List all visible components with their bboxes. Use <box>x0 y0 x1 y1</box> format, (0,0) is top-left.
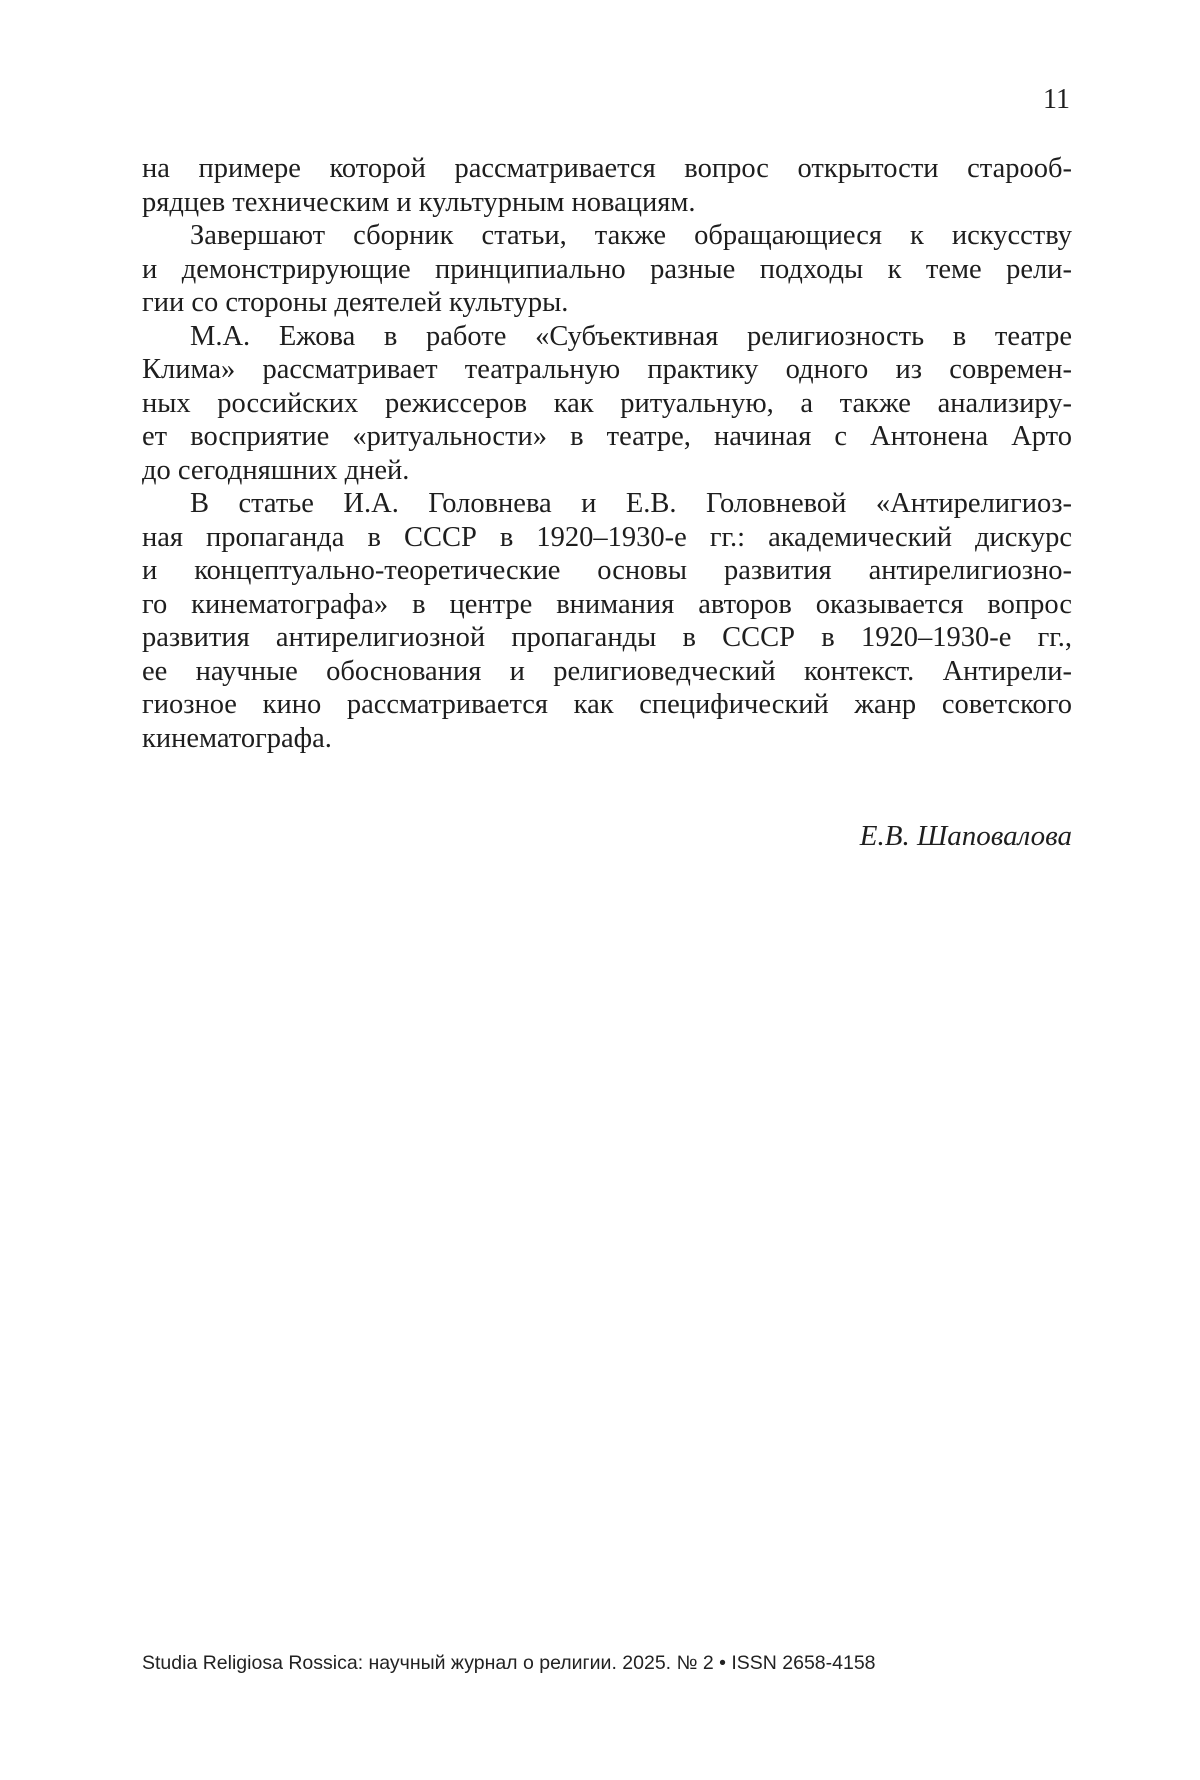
body-text <box>142 152 1072 755</box>
paragraph-4 <box>142 487 1072 755</box>
text-line: М.А. Ежова в работе «Субъективная религиозность в театре <box>190 320 1072 352</box>
author-signature: Е.В. Шаповалова <box>859 820 1072 852</box>
text-line: рядцев техническим и культурным новациям. <box>142 186 696 218</box>
text-line: ее научные обоснования и религиоведческий контекст. Антирели- <box>142 655 1072 687</box>
paragraph-2 <box>142 219 1072 320</box>
text-line: до сегодняшних дней. <box>142 454 410 486</box>
page-number: 11 <box>1043 84 1070 115</box>
text-line: ных российских режиссеров как ритуальную, а также анализиру- <box>142 387 1072 419</box>
text-line: и концептуально-теоретические основы развития антирелигиозно- <box>142 555 1072 586</box>
text-line: на примере которой рассматривается вопрос открытости старооб- <box>142 153 1072 184</box>
text-line: ная пропаганда в СССР в 1920–1930-е гг.: академический дискурс <box>142 521 1072 553</box>
text-line: гии со стороны деятелей культуры. <box>142 287 569 318</box>
text-line: кинематографа. <box>142 722 332 754</box>
text-line: и демонстрирующие принципиально разные подходы к теме рели- <box>142 253 1072 285</box>
journal-footer: Studia Religiosa Rossica: научный журнал о религии. 2025. № 2 • ISSN 2658-4158 <box>142 1652 876 1674</box>
text-line: В статье И.А. Головнева и Е.В. Головневой «Антирелигиоз- <box>190 488 1072 519</box>
text-line: Завершают сборник статьи, также обращающиеся к искусству <box>190 220 1072 251</box>
text-line: ет восприятие «ритуальности» в театре, начиная с Антонена Арто <box>142 421 1072 452</box>
paragraph-3 <box>142 320 1072 488</box>
text-line: Клима» рассматривает театральную практику одного из современ- <box>142 354 1072 385</box>
paragraph-1 <box>142 152 1072 219</box>
text-line: развития антирелигиозной пропаганды в СССР в 1920–1930-е гг., <box>142 622 1072 653</box>
text-line: го кинематографа» в центре внимания авторов оказывается вопрос <box>142 588 1072 620</box>
text-line: гиозное кино рассматривается как специфический жанр советского <box>142 689 1072 720</box>
